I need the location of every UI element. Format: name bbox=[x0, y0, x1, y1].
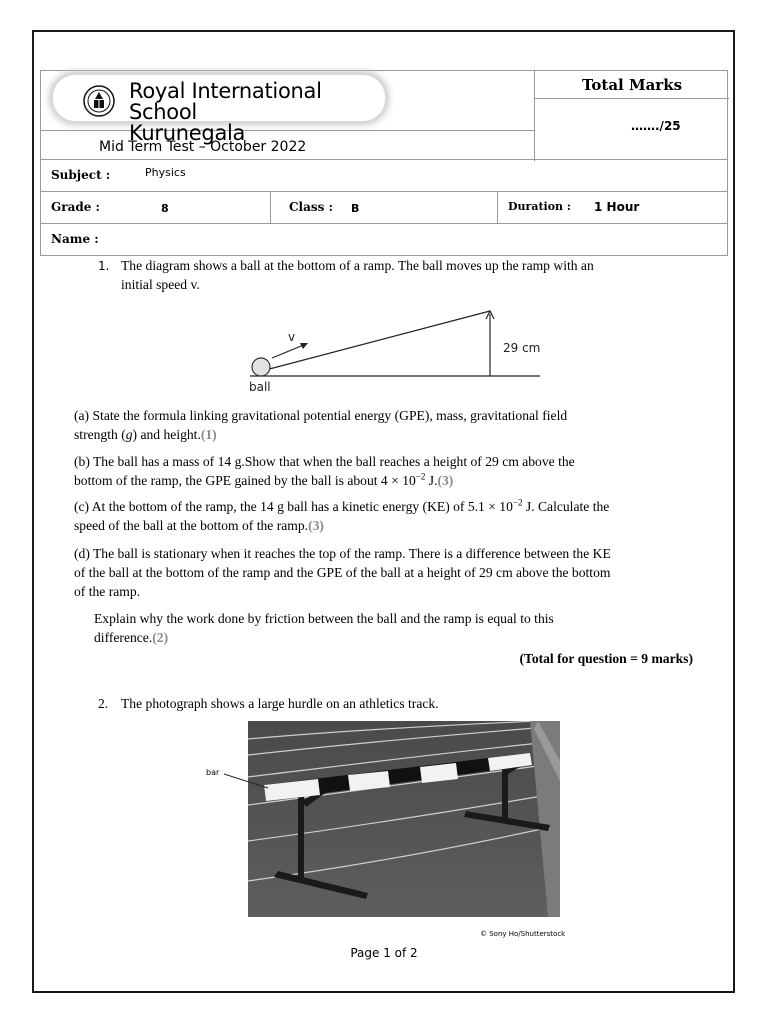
name-row bbox=[40, 224, 728, 256]
q1-intro-line: The diagram shows a ball at the bottom of a ramp. The ball moves up the ramp with an bbox=[121, 258, 594, 273]
q1-total: (Total for question = 9 marks) bbox=[519, 651, 693, 666]
total-marks-label: Total Marks bbox=[535, 71, 729, 99]
q1a-text: ) and height. bbox=[132, 427, 201, 442]
q1a-line bbox=[74, 425, 567, 444]
q1-intro-line: initial speed v. bbox=[121, 277, 200, 292]
q1-number: 1. bbox=[98, 259, 110, 273]
q1c-line bbox=[74, 516, 609, 535]
q1d-text: difference. bbox=[94, 630, 153, 645]
q1b-text: J. bbox=[425, 473, 438, 488]
duration-label: Duration : bbox=[508, 200, 571, 213]
q1d-marks: (2) bbox=[152, 630, 169, 645]
q1b-text: bottom of the ramp, the GPE gained by the ball is about 4 × 10 bbox=[74, 473, 416, 488]
q2-number: 2. bbox=[98, 696, 109, 711]
q1a-symbol: g bbox=[125, 427, 133, 442]
q1-part-d-explain bbox=[94, 609, 554, 647]
school-banner bbox=[53, 75, 385, 145]
class-label: Class : bbox=[289, 200, 334, 214]
q1d-explain-line: Explain why the work done by friction between the ball and the ramp is equal to this bbox=[94, 611, 554, 626]
total-marks-value: ……./25 bbox=[631, 119, 681, 133]
q1c-text: J. Calculate the bbox=[522, 499, 610, 514]
q1-part-a bbox=[74, 406, 567, 444]
photo-credit: © Sony Ho/Shutterstock bbox=[480, 930, 566, 938]
hurdle-photo bbox=[248, 721, 560, 917]
q1c-exponent: −2 bbox=[512, 497, 523, 508]
q1-part-d bbox=[74, 544, 611, 601]
grade-class-duration-row bbox=[40, 192, 728, 224]
cell-divider bbox=[270, 192, 271, 223]
q1-intro bbox=[121, 256, 594, 294]
school-city: Kurunegala bbox=[129, 121, 246, 145]
school-name-line: Royal International School bbox=[129, 79, 322, 124]
subject-value: Physics bbox=[145, 166, 186, 179]
subject-row bbox=[40, 160, 728, 192]
cell-divider bbox=[497, 192, 498, 223]
header-top-row bbox=[40, 70, 728, 160]
name-label: Name : bbox=[51, 232, 99, 246]
q1b-marks: (3) bbox=[437, 473, 454, 488]
page-number: Page 1 of 2 bbox=[350, 946, 418, 960]
q1c-text: (c) At the bottom of the ramp, the 14 g ball has a kinetic energy (KE) of 5.1 × 10 bbox=[74, 499, 513, 514]
ball-label: ball bbox=[249, 380, 271, 394]
q2-text: The photograph shows a large hurdle on an athletics track. bbox=[121, 696, 439, 711]
q1b-exponent: −2 bbox=[415, 471, 426, 482]
bar-label: bar bbox=[206, 768, 220, 777]
q1d-line: of the ramp. bbox=[74, 584, 141, 599]
school-logo-area bbox=[41, 71, 535, 145]
velocity-arrow bbox=[272, 344, 306, 358]
test-title: Mid Term Test – October 2022 bbox=[99, 139, 307, 155]
height-label: 29 cm bbox=[503, 341, 541, 355]
ramp-diagram bbox=[240, 300, 560, 400]
q1a-line: (a) State the formula linking gravitational potential energy (GPE), mass, gravitational field bbox=[74, 408, 568, 423]
duration-value: 1 Hour bbox=[594, 200, 640, 214]
q1-part-b bbox=[74, 452, 575, 490]
q1b-line bbox=[74, 471, 575, 490]
velocity-label: v bbox=[288, 330, 296, 344]
q1c-text: speed of the ball at the bottom of the ramp. bbox=[74, 518, 309, 533]
school-seal-icon bbox=[83, 85, 115, 117]
q1c-line bbox=[74, 497, 609, 516]
q1a-text: strength ( bbox=[74, 427, 126, 442]
q1c-marks: (3) bbox=[308, 518, 324, 533]
q1a-marks: (1) bbox=[200, 427, 217, 442]
q1d-explain-line bbox=[94, 628, 554, 647]
subject-label: Subject : bbox=[51, 168, 111, 182]
class-value: B bbox=[351, 202, 360, 215]
q1d-line: of the ball at the bottom of the ramp and the GPE of the ball at a height of 29 cm above the bottom bbox=[74, 565, 611, 580]
q1b-line: (b) The ball has a mass of 14 g.Show that when the ball reaches a height of 29 cm above the bbox=[74, 454, 575, 469]
ball-icon bbox=[252, 358, 270, 376]
q1d-line: (d) The ball is stationary when it reaches the top of the ramp. There is a difference between the KE bbox=[74, 546, 611, 561]
grade-value: 8 bbox=[161, 202, 169, 215]
q1-part-c bbox=[74, 497, 609, 535]
grade-label: Grade : bbox=[51, 200, 100, 214]
bar-pointer bbox=[224, 770, 270, 790]
